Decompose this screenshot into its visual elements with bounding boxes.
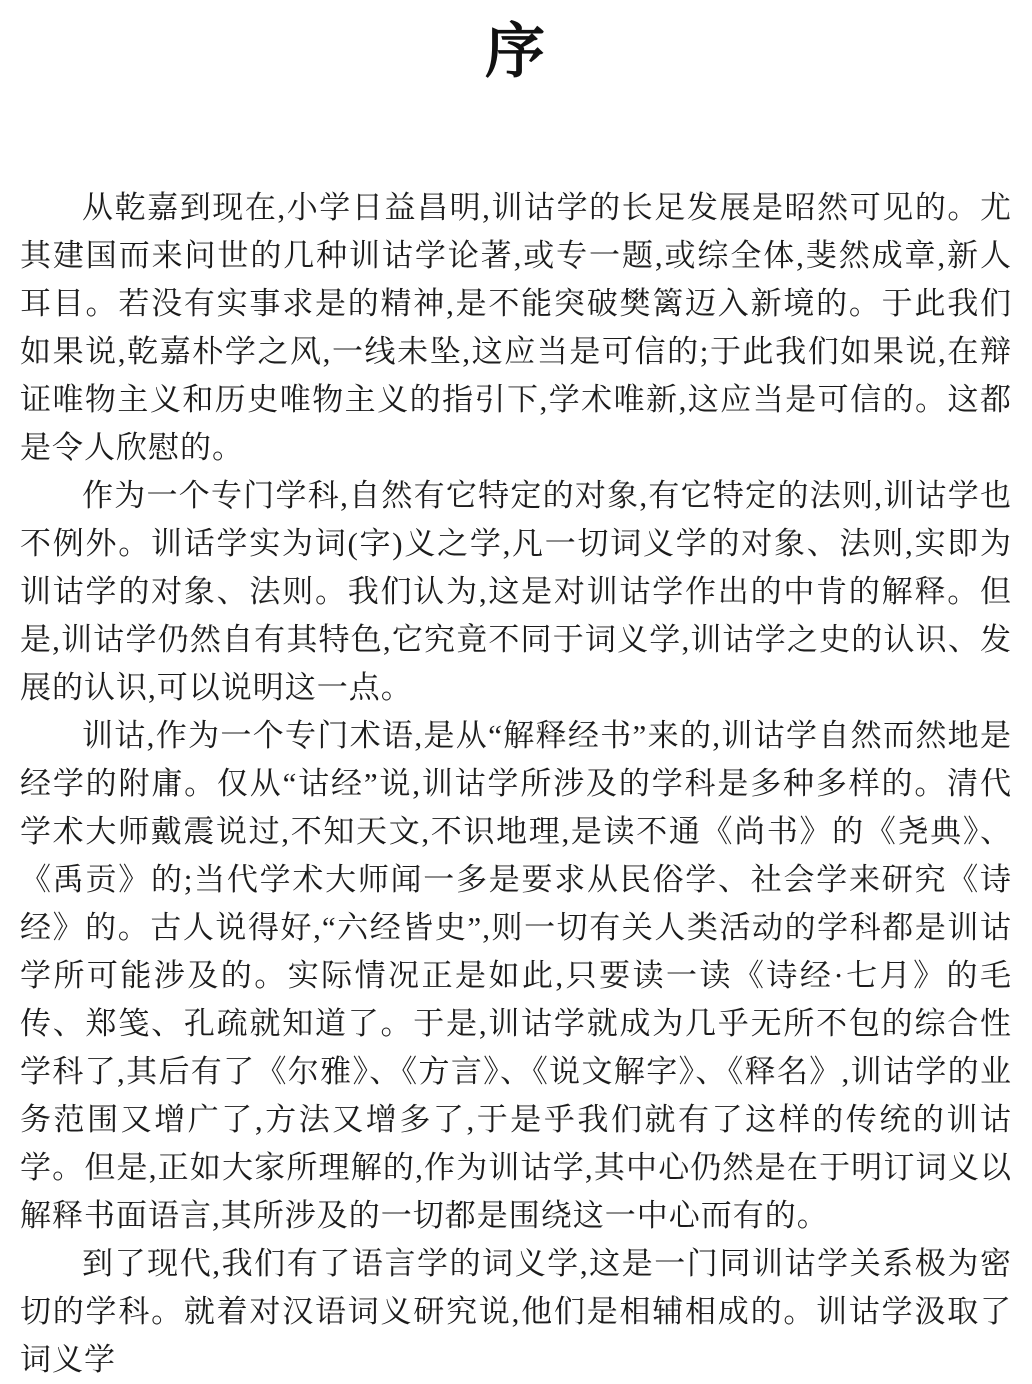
- body-text: [20, 184, 1012, 1384]
- paragraph-3: 训诂,作为一个专门术语,是从“解释经书”来的,训诂学自然而然地是经学的附庸。仅从“诂经”说,训诂学所涉及的学科是多种多样的。清代学术大师戴震说过,不知天文,不识地理,是读不通《尚书》的《尧典》、《禹贡》的;当代学术大师闻一多是要求从民俗学、社会学来研究《诗经》的。古人说得好,“六经皆史”,则一切有关人类活动的学科都是训诂学所可能涉及的。实际情况正是如此,只要读一读《诗经·七月》的毛传、郑笺、孔疏就知道了。于是,训诂学就成为几乎无所不包的综合性学科了,其后有了《尔雅》、《方言》、《说文解字》、《释名》,训诂学的业务范围又增广了,方法又增多了,于是乎我们就有了这样的传统的训诂学。但是,正如大家所理解的,作为训诂学,其中心仍然是在于明订词义以解释书面语言,其所涉及的一切都是围绕这一中心而有的。: [20, 718, 1012, 1233]
- paragraph-2: 作为一个专门学科,自然有它特定的对象,有它特定的法则,训诂学也不例外。训话学实为词(字)义之学,凡一切词义学的对象、法则,实即为训诂学的对象、法则。我们认为,这是对训诂学作出的中肯的解释。但是,训诂学仍然自有其特色,它究竟不同于词义学,训诂学之史的认识、发展的认识,可以说明这一点。: [20, 478, 1012, 705]
- paragraph-1: 从乾嘉到现在,小学日益昌明,训诂学的长足发展是昭然可见的。尤其建国而来问世的几种训诂学论著,或专一题,或综全体,斐然成章,新人耳目。若没有实事求是的精神,是不能突破樊篱迈入新境的。于此我们如果说,乾嘉朴学之风,一线未坠,这应当是可信的;于此我们如果说,在辩证唯物主义和历史唯物主义的指引下,学术唯新,这应当是可信的。这都是令人欣慰的。: [20, 190, 1012, 465]
- paragraph-4: 到了现代,我们有了语言学的词义学,这是一门同训诂学关系极为密切的学科。就着对汉语词义研究说,他们是相辅相成的。训诂学汲取了词义学: [20, 1246, 1012, 1377]
- page-title: 序: [485, 19, 547, 85]
